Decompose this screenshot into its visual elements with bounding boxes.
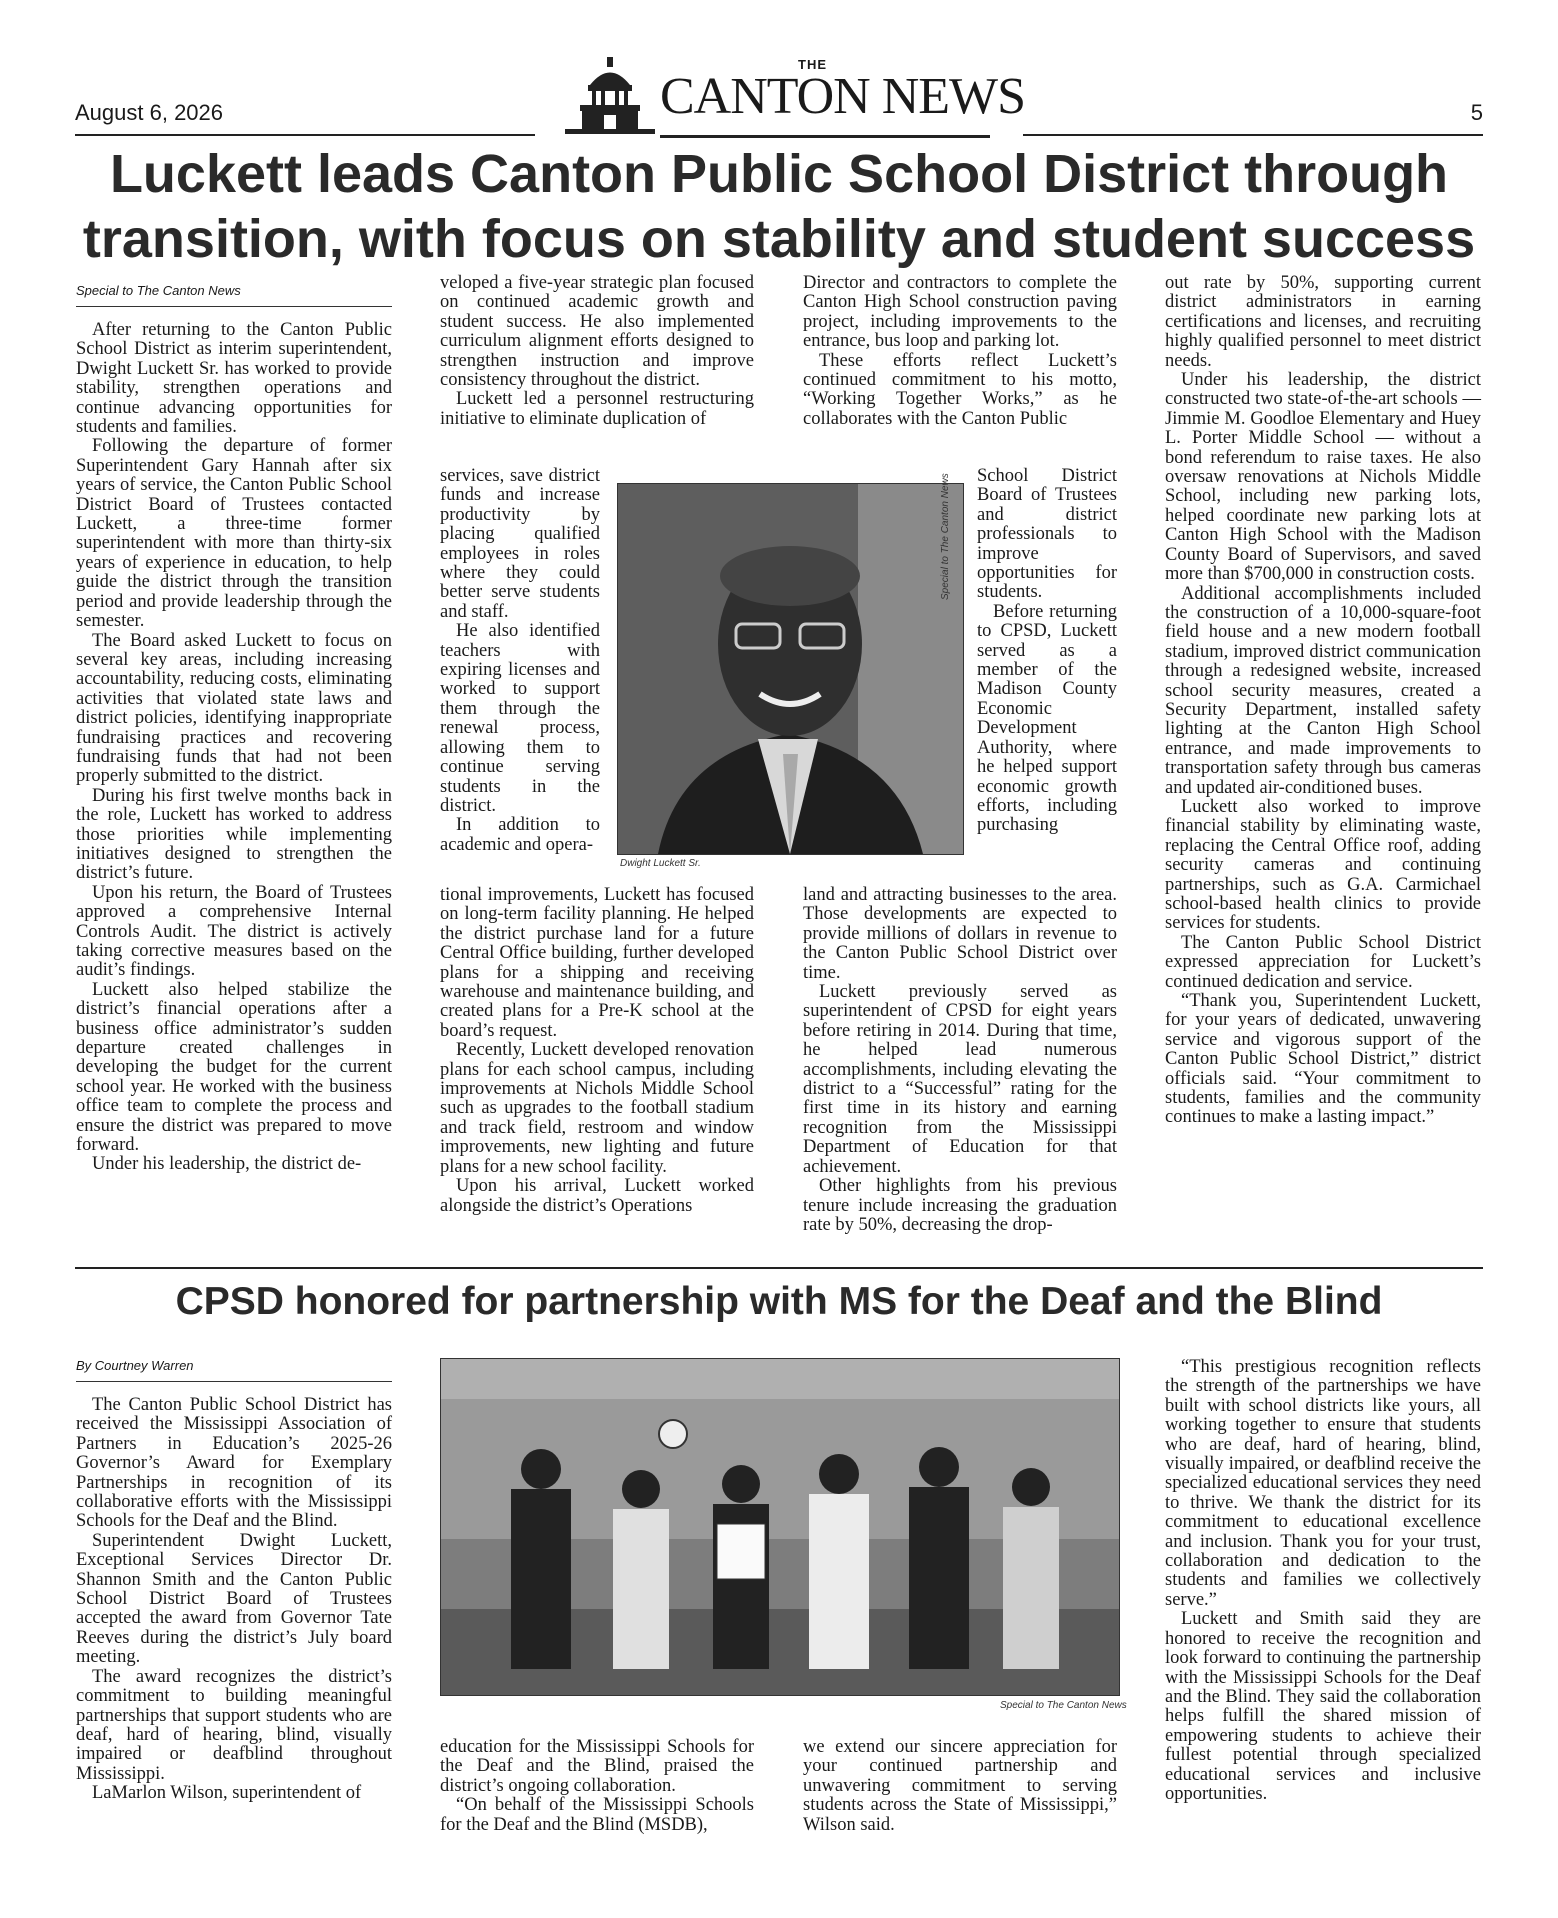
header-rule-left: [75, 134, 535, 136]
section-divider: [75, 1267, 1483, 1269]
page-number: 5: [1470, 100, 1483, 125]
paragraph: Under his leadership, the district de-: [92, 1154, 362, 1175]
portrait-caption: Dwight Luckett Sr.: [620, 858, 701, 869]
paragraph: Luckett and Smith said they are honored to receive the recognition and look forward to continuing the partnership with the Mississippi Schools for the Deaf and the Blind. They said the collaboration helps fulfill the shared mission of empowering students to achieve their fullest potential through specialized educational services and inclusive opportunities.: [1165, 1609, 1481, 1804]
paragraph: Director and contractors to complete the Canton High School construction paving project, including improvements to the entrance, bus loop and parking lot.: [803, 273, 1117, 352]
masthead-the: THE: [798, 57, 827, 72]
luckett-portrait-photo: [617, 483, 964, 855]
group-photo-credit: Special to The Canton News: [1000, 1700, 1127, 1711]
article2-column-1: [76, 1358, 392, 1804]
paragraph: tional improvements, Luckett has focused on long-term facility planning. He helped the district purchase land for a future Central Office building, further developed plans for a shipping and receiving warehouse and maintenance building, and created plans for a Pre-K school at the board’s request.: [440, 885, 754, 1041]
paragraph: Following the departure of former Superintendent Gary Hannah after six years of service, the Canton Public School District Board of Trustees contacted Luckett, a three-time former superintendent with more than thirty-six years of experience in education, to help guide the district through the transition period and provide leadership through the semester.: [76, 436, 392, 632]
article1-column-4: [1165, 274, 1481, 1128]
paragraph: land and attracting businesses to the area. Those developments are expected to provide millions of dollars in revenue to the Canton Public School District over time.: [803, 885, 1117, 983]
paragraph: Luckett led a personnel restructuring initiative to eliminate duplication of: [440, 389, 754, 429]
masthead-underline: [660, 135, 990, 138]
article1-column-2-wrap: [440, 467, 600, 855]
paragraph: The award recognizes the district’s commitment to building meaningful partnerships that support students who are deaf, hard of hearing, blind, visually impaired or deafblind throughout Mississippi.: [76, 1666, 392, 1784]
paragraph: veloped a five-year strategic plan focused on continued academic growth and student success. He also implemented curriculum alignment efforts designed to strengthen instruction and improve consistency throughout the district.: [440, 273, 754, 391]
paragraph: Before returning to CPSD, Luckett served as a member of the Madison County Economic Development Authority, where he helped support economic growth efforts, including purchasing: [977, 601, 1117, 836]
paragraph: Under his leadership, the district constructed two state-of-the-art schools — Jimmie M. Goodloe Elementary and Huey L. Porter Middle School — without a bond referendum to raise taxes. He also oversaw renovations at Nichols Middle School, including new parking lots, helped coordinate new parking lots at Canton High School with the Madison County Board of Supervisors, and saved more than $700,000 in construction costs.: [1165, 370, 1481, 585]
paragraph: During his first twelve months back in the role, Luckett has worked to address those priorities while implementing initiatives designed to strengthen the district’s future.: [76, 785, 392, 884]
article1-headline-line2: transition, with focus on stability and student success: [82, 208, 1476, 269]
paragraph: we extend our sincere appreciation for your continued partnership and unwavering commitment to serving students across the State of Mississippi,” Wilson said.: [803, 1737, 1117, 1835]
article1-headline-line1: Luckett leads Canton Public School District through: [109, 144, 1449, 204]
article1-column-1: [76, 283, 392, 1175]
paragraph: The Board asked Luckett to focus on several key areas, including increasing accountability, reducing costs, eliminating activities that violated state laws and district policies, identifying inappropriate fundraising practices and recovering fundraising funds that had not been properly submitted to the district.: [76, 630, 392, 787]
courthouse-logo-icon: [560, 55, 660, 140]
article1-column-3-top: [803, 274, 1117, 429]
paragraph: These efforts reflect Luckett’s continued commitment to his motto, “Working Together Works,” as he collaborates with the Canton Public: [803, 350, 1117, 429]
article2-column-4: [1165, 1358, 1481, 1804]
issue-date: August 6, 2026: [75, 100, 224, 125]
paragraph: School District Board of Trustees and district professionals to improve opportunities for students.: [977, 466, 1117, 603]
paragraph: out rate by 50%, supporting current district administrators in earning certifications and licenses, and recruiting highly qualified personnel to meet district needs.: [1165, 273, 1481, 371]
paragraph: The Canton Public School District expressed appreciation for Luckett’s continued dedication and service.: [1165, 932, 1481, 992]
paragraph: “On behalf of the Mississippi Schools for the Deaf and the Blind (MSDB),: [440, 1795, 754, 1835]
paragraph: Luckett previously served as superintendent of CPSD for eight years before retiring in 2014. During that time, he helped lead numerous accomplishments, including elevating the district to a “Successful” rating for the first time in its history and earning recognition from the Mississippi Department of Education for that achievement.: [803, 982, 1117, 1177]
paragraph: Luckett also helped stabilize the district’s financial operations after a business office administrator’s sudden departure created challenges in developing the budget for the current school year. He worked with the business office team to complete the process and ensure the district was prepared to move forward.: [76, 979, 392, 1156]
article1-byline: Special to The Canton News: [76, 283, 392, 307]
masthead: [560, 55, 1026, 140]
article2-column-2: [440, 1738, 754, 1835]
paragraph: Upon his return, the Board of Trustees approved a comprehensive Internal Controls Audit. The district is actively taking corrective measures based on the audit’s findings.: [76, 882, 392, 981]
portrait-credit: Special to The Canton News: [940, 473, 951, 600]
masthead-title: CANTON NEWS: [660, 68, 1026, 125]
article1-column-3-bottom: [803, 886, 1117, 1235]
paragraph: He also identified teachers with expiring licenses and worked to support them through the renewal process, allowing them to continue serving students in the district.: [440, 621, 600, 816]
paragraph: “This prestigious recognition reflects the strength of the partnerships we have built with school districts like yours, all working together to ensure that students who are deaf, hard of hearing, blind, visually impaired, or deafblind receive the specialized educational services they need to thrive. We thank the district for its commitment to educational excellence and inclusion. Thank you for your trust, collaboration and dedication to the students and families we collectively serve.”: [1165, 1357, 1481, 1610]
paragraph: In addition to academic and opera-: [440, 815, 600, 855]
article1-column-2-top: [440, 274, 754, 429]
portrait-illustration: [618, 484, 963, 854]
paragraph: Upon his arrival, Luckett worked alongside the district’s Operations: [440, 1176, 754, 1216]
article2-headline: CPSD honored for partnership with MS for the Deaf and the Blind: [175, 1280, 1383, 1323]
article2-column-3: [803, 1738, 1117, 1835]
paragraph: services, save district funds and increase productivity by placing qualified employees in roles where they could better serve students and staff.: [440, 466, 600, 622]
paragraph: Luckett also worked to improve financial stability by eliminating waste, replacing the Central Office roof, adding security cameras and continuing partnerships, such as G.A. Carmichael school-based health clinics to provide services for students.: [1165, 796, 1481, 934]
paragraph: Superintendent Dwight Luckett, Exceptional Services Director Dr. Shannon Smith and the Canton Public School District Board of Trustees accepted the award from Governor Tate Reeves during the district’s July board meeting.: [76, 1530, 392, 1668]
paragraph: After returning to the Canton Public School District as interim superintendent, Dwight Luckett Sr. has worked to provide stability, strengthen operations and continue advancing opportunities for students and families.: [76, 320, 392, 438]
article1-headline: [60, 142, 1498, 272]
article1-column-3-wrap: [977, 467, 1117, 836]
paragraph: “Thank you, Superintendent Luckett, for your years of dedicated, unwavering service and vigorous support of the Canton Public School District,” district officials said. “Your commitment to students, families and the community continues to make a lasting impact.”: [1165, 991, 1481, 1128]
paragraph: Other highlights from his previous tenure include increasing the graduation rate by 50%, decreasing the drop-: [803, 1176, 1117, 1235]
group-photo-illustration: [441, 1359, 1119, 1695]
paragraph: education for the Mississippi Schools for the Deaf and the Blind, praised the district’s ongoing collaboration.: [440, 1737, 754, 1796]
paragraph: The Canton Public School District has received the Mississippi Association of Partners in Education’s 2025-26 Governor’s Award for Exemplary Partnerships in recognition of its collaborative efforts with the Mississippi Schools for the Deaf and the Blind.: [76, 1395, 392, 1532]
article2-byline: By Courtney Warren: [76, 1358, 392, 1382]
article1-column-2-bottom: [440, 886, 754, 1216]
header-rule-right: [1023, 134, 1483, 136]
award-group-photo: [440, 1358, 1120, 1696]
paragraph: Additional accomplishments included the construction of a 10,000-square-foot field house and a new modern football stadium, improved district communication through a redesigned website, increased school security measures, created a Security Department, installed safety lighting at the Canton High School entrance, and made improvements to transportation safety through bus cameras and updated air-conditioned buses.: [1165, 583, 1481, 798]
paragraph: Recently, Luckett developed renovation plans for each school campus, including improvements at Nichols Middle School such as upgrades to the football stadium and track field, restroom and window improvements, new lighting and future plans for a new school facility.: [440, 1040, 754, 1177]
paragraph: LaMarlon Wilson, superintendent of: [92, 1783, 362, 1804]
